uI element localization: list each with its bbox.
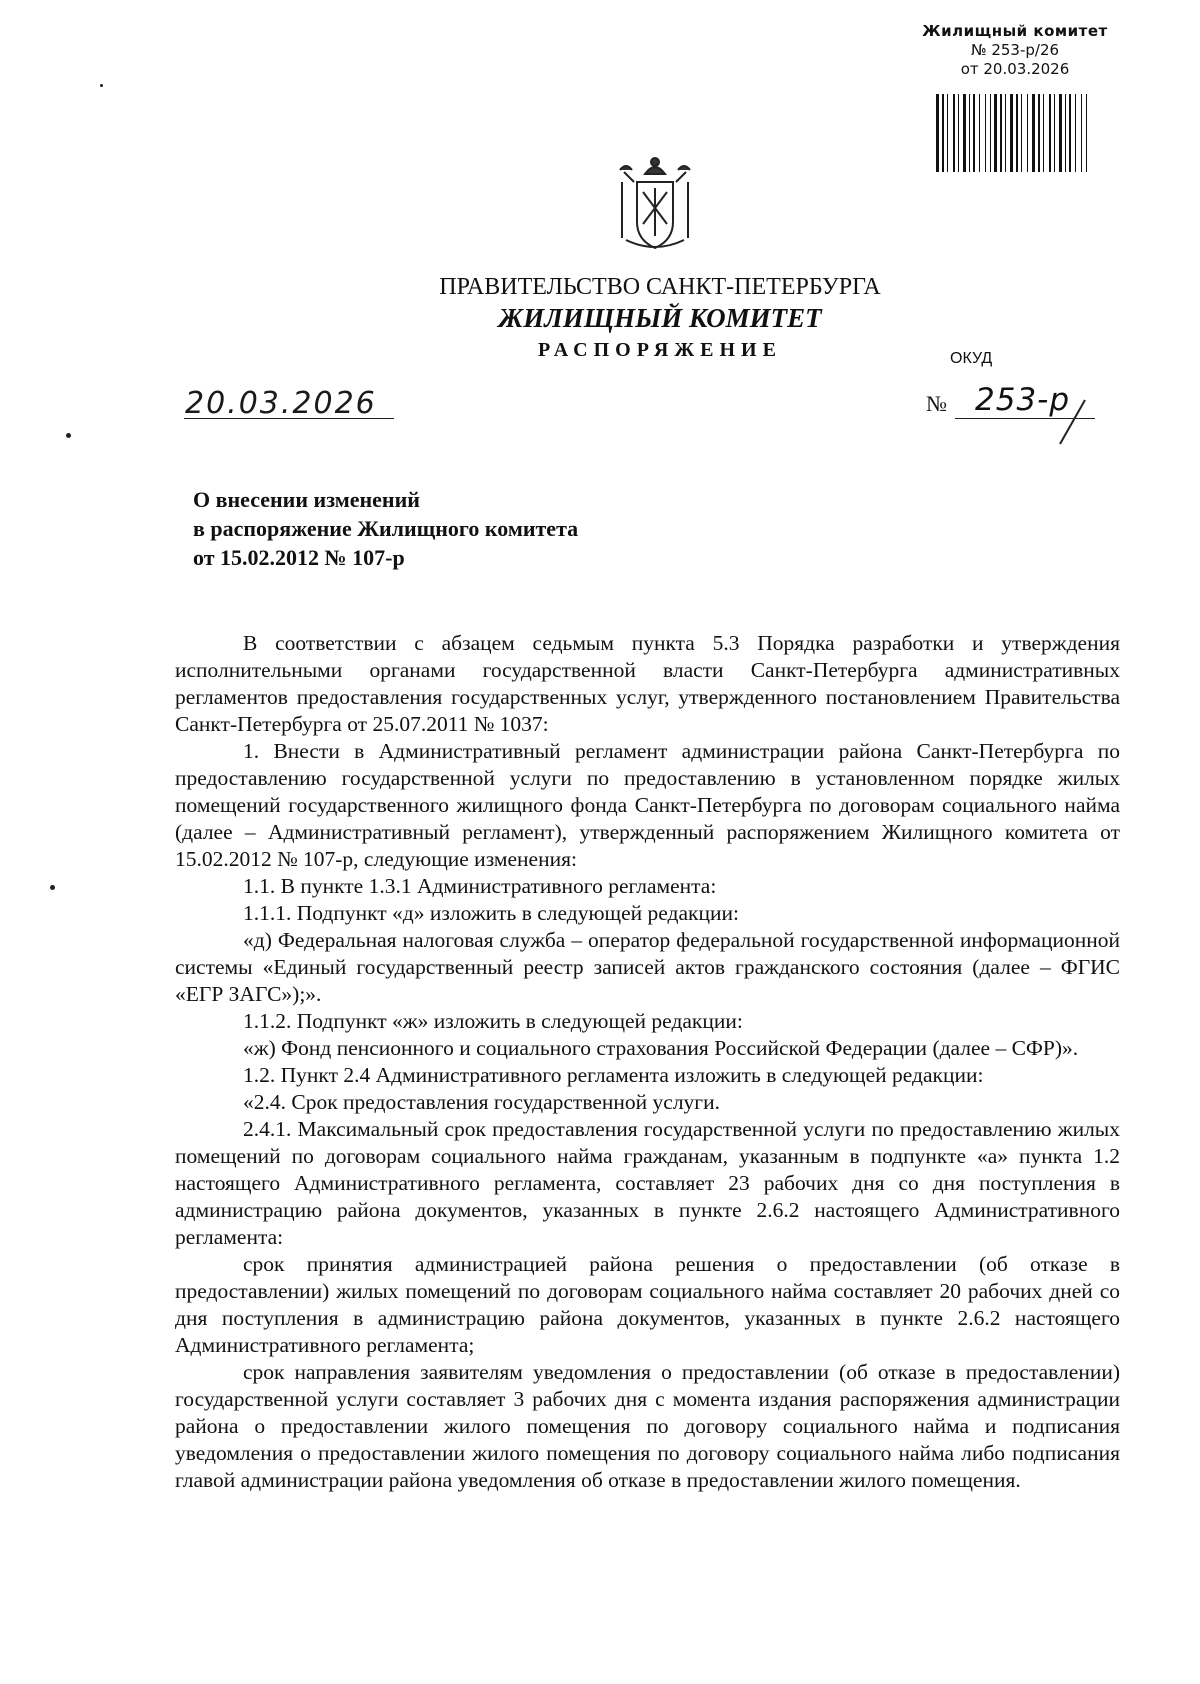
paragraph: срок принятия администрацией района решения о предоставлении (об отказе в предоставлении) жилых помещений по договорам социального найма составляет 20 рабочих дней со дня поступления в администрацию района документов, указанных в пункте 2.6.2 настоящего Административного регламента;: [175, 1252, 1120, 1357]
stamp-date: от 20.03.2026: [960, 60, 1070, 78]
paragraph: 2.4.1. Максимальный срок предоставления государственной услуги по предоставлению жилых помещений по договорам социального найма гражданам, указанным в подпункте «а» пункта 1.2 настоящего Административного регламента, составляет 23 рабочих дня со дня поступления в администрацию района документов, указанных в пункте 2.6.2 настоящего Административного регламента:: [175, 1117, 1120, 1249]
stamp-org: Жилищный комитет: [922, 22, 1108, 40]
paragraph: В соответствии с абзацем седьмым пункта 5.3 Порядка разработки и утверждения исполнительными органами государственной власти Санкт-Петербурга административных регламентов предоставления государственных услуг, утвержденного постановлением Правительства Санкт-Петербурга от 25.07.2011 № 1037:: [175, 631, 1120, 736]
coat-of-arms-icon: [610, 152, 700, 257]
date-underline: [184, 418, 394, 419]
barcode-bar: [953, 94, 955, 172]
subject-line: О внесении изменений: [193, 487, 420, 512]
document-body: [175, 630, 1120, 1494]
barcode-bar: [1059, 94, 1062, 172]
paragraph: срок направления заявителям уведомления о предоставлении (об отказе в предоставлении) государственной услуги составляет 3 рабочих дня с момента издания распоряжения администрации района о предоставлении жилого помещения по договору социального найма и подписания уведомления о предоставлении жилого помещения по договору социального найма либо подписания главой администрации района уведомления об отказе в предоставлении жилого помещения.: [175, 1360, 1120, 1492]
barcode-bar: [1075, 94, 1076, 172]
scan-speck: [50, 885, 55, 890]
barcode-bar: [1005, 94, 1006, 172]
number-sign: №: [926, 391, 947, 416]
barcode-bar: [1054, 94, 1055, 172]
barcode-bar: [1049, 94, 1051, 172]
barcode-bar: [958, 94, 959, 172]
barcode-bar: [947, 94, 948, 172]
barcode-bar: [1021, 94, 1022, 172]
barcode-bar: [990, 94, 991, 172]
barcode-bar: [1032, 94, 1035, 172]
barcode-bar: [994, 94, 997, 172]
barcode-bar: [963, 94, 966, 172]
handwritten-number: 253-р: [975, 382, 1071, 418]
barcode-bar: [1027, 94, 1028, 172]
committee-title: ЖИЛИЩНЫЙ КОМИТЕТ: [498, 303, 822, 333]
barcode-bar: [1065, 94, 1066, 172]
handwritten-date: 20.03.2026: [185, 386, 377, 421]
barcode-bar: [1069, 94, 1071, 172]
barcode-bar: [1010, 94, 1013, 172]
barcode-bar: [1086, 94, 1087, 172]
barcode-bar: [1081, 94, 1082, 172]
barcode-bar: [1043, 94, 1044, 172]
paragraph: «д) Федеральная налоговая служба – оператор федеральной государственной информационной системы «Единый государственный реестр записей актов гражданского состояния (далее – ФГИС «ЕГР ЗАГС»);».: [175, 928, 1120, 1006]
paragraph: 1.1.1. Подпункт «д» изложить в следующей редакции:: [243, 901, 739, 925]
scan-speck: [66, 433, 71, 438]
government-title: ПРАВИТЕЛЬСТВО САНКТ-ПЕТЕРБУРГА: [439, 274, 881, 300]
document-type: РАСПОРЯЖЕНИЕ: [538, 339, 782, 361]
stamp-number: № 253-р/26: [970, 41, 1060, 59]
subject-line: от 15.02.2012 № 107-р: [193, 545, 405, 570]
paragraph: «ж) Фонд пенсионного и социального страхования Российской Федерации (далее – СФР)».: [243, 1036, 1079, 1060]
barcode-bar: [969, 94, 970, 172]
barcode-bar: [979, 94, 980, 172]
subject-line: в распоряжение Жилищного комитета: [193, 516, 579, 541]
paragraph: «2.4. Срок предоставления государственной услуги.: [243, 1090, 721, 1114]
barcode-bar: [985, 94, 986, 172]
document-subject: [193, 485, 578, 572]
paragraph: 1. Внести в Административный регламент администрации района Санкт-Петербурга по предоставлению государственной услуги по предоставлению в установленном порядке жилых помещений государственного жилищного фонда Санкт-Петербурга по договорам социального найма (далее – Административный регламент), утвержденный распоряжением Жилищного комитета от 15.02.2012 № 107-р, следующие изменения:: [175, 739, 1120, 871]
barcode-bar: [936, 94, 939, 172]
paragraph: 1.2. Пункт 2.4 Административного регламента изложить в следующей редакции:: [243, 1063, 984, 1087]
barcode-bar: [942, 94, 944, 172]
barcode-bar: [1016, 94, 1018, 172]
barcode-bar: [1038, 94, 1040, 172]
barcode: [934, 94, 1094, 172]
paragraph: 1.1. В пункте 1.3.1 Административного регламента:: [243, 874, 717, 898]
handwritten-stroke: [1030, 398, 1100, 446]
okud-label: ОКУД: [950, 350, 993, 367]
scan-speck: [100, 84, 103, 87]
paragraph: 1.1.2. Подпункт «ж» изложить в следующей редакции:: [243, 1009, 743, 1033]
barcode-bar: [973, 94, 975, 172]
registration-stamp: [900, 22, 1130, 79]
barcode-bar: [1000, 94, 1002, 172]
